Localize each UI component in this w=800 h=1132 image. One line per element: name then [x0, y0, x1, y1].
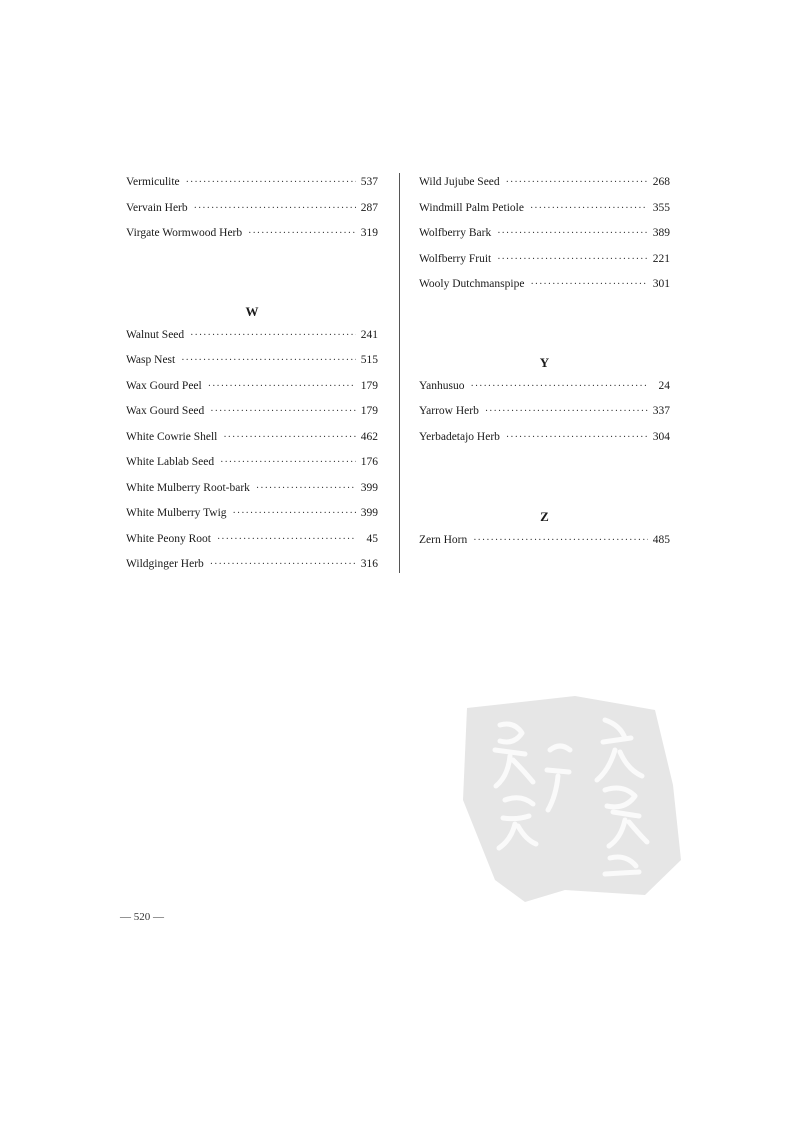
entry-name: White Peony Root — [126, 532, 211, 545]
index-column-right — [419, 173, 670, 557]
entry-page: 304 — [652, 430, 670, 443]
entry-name: Vervain Herb — [126, 201, 188, 214]
w-entries-continued — [419, 173, 670, 301]
index-entry — [419, 428, 670, 454]
entry-name: White Mulberry Twig — [126, 507, 227, 519]
entry-name: Yarrow Herb — [419, 405, 479, 417]
index-entry — [126, 402, 378, 428]
entry-page: 399 — [360, 481, 378, 494]
entry-page: 389 — [652, 227, 670, 239]
entry-page: 268 — [652, 176, 670, 188]
dot-leader — [506, 174, 648, 192]
entry-name: Yerbadetajo Herb — [419, 430, 500, 443]
index-entry — [126, 555, 378, 581]
dot-leader — [473, 532, 648, 550]
seal-watermark — [455, 690, 685, 905]
z-entries — [419, 531, 670, 557]
entry-name: Windmill Palm Petiole — [419, 201, 524, 214]
entry-page: 287 — [360, 201, 378, 214]
dot-leader — [497, 225, 648, 243]
entry-page: 316 — [360, 558, 378, 570]
entry-page: 319 — [360, 227, 378, 239]
index-entry — [126, 173, 378, 199]
entry-page: 537 — [360, 176, 378, 188]
dot-leader — [190, 327, 356, 345]
index-entry — [419, 224, 670, 250]
entry-name: White Lablab Seed — [126, 456, 215, 468]
entry-name: Walnut Seed — [126, 328, 185, 341]
dot-leader — [181, 352, 356, 370]
dot-leader — [210, 403, 356, 421]
dot-leader — [217, 531, 356, 549]
entry-name: Vermiculite — [126, 176, 180, 188]
index-entry — [126, 326, 378, 352]
entry-name: Virgate Wormwood Herb — [126, 227, 243, 239]
index-column-left — [126, 173, 378, 581]
column-divider — [399, 173, 400, 573]
dot-leader — [223, 429, 356, 447]
index-entry — [419, 531, 670, 557]
index-entry — [126, 199, 378, 225]
entry-page: 355 — [652, 201, 670, 214]
dot-leader — [210, 556, 356, 574]
entry-page: 337 — [652, 405, 670, 417]
index-entry — [126, 504, 378, 530]
index-entry — [419, 250, 670, 276]
dot-leader — [220, 454, 356, 472]
dot-leader — [470, 378, 648, 396]
section-heading-z: Z — [540, 509, 549, 524]
entry-name: White Mulberry Root-bark — [126, 481, 250, 494]
dot-leader — [233, 505, 356, 523]
dot-leader — [208, 378, 356, 396]
entry-page: 179 — [360, 379, 378, 392]
dot-leader — [530, 276, 648, 294]
entry-name: Wildginger Herb — [126, 558, 204, 570]
v-entries — [126, 173, 378, 250]
entry-page: 221 — [652, 252, 670, 265]
entry-page: 485 — [652, 534, 670, 546]
index-entry — [419, 402, 670, 428]
entry-page: 24 — [658, 379, 670, 392]
index-entry — [419, 275, 670, 301]
entry-name: Wolfberry Fruit — [419, 252, 492, 265]
index-entry — [126, 479, 378, 505]
entry-page: 179 — [360, 405, 378, 417]
index-entry — [126, 453, 378, 479]
entry-name: Wild Jujube Seed — [419, 176, 500, 188]
index-entry — [419, 199, 670, 225]
dot-leader — [485, 403, 648, 421]
section-heading-y: Y — [539, 354, 550, 370]
entry-name: Zern Horn — [419, 534, 468, 546]
index-entry — [126, 224, 378, 250]
dot-leader — [248, 225, 356, 243]
dot-leader — [194, 200, 356, 218]
entry-name: Wooly Dutchmanspipe — [419, 278, 525, 290]
entry-page: 241 — [360, 328, 378, 341]
entry-name: Wax Gourd Seed — [126, 405, 205, 417]
entry-name: White Cowrie Shell — [126, 430, 218, 443]
entry-name: Wasp Nest — [126, 354, 176, 366]
section-heading-w: W — [245, 303, 259, 319]
index-entry — [126, 377, 378, 403]
entry-name: Wolfberry Bark — [419, 227, 492, 239]
index-entry — [419, 377, 670, 403]
page-number: — 520 — — [120, 911, 164, 923]
dot-leader — [497, 251, 648, 269]
index-entry — [126, 428, 378, 454]
y-entries — [419, 377, 670, 454]
index-entry — [126, 530, 378, 556]
w-entries — [126, 326, 378, 581]
entry-page: 462 — [360, 430, 378, 443]
dot-leader — [186, 174, 356, 192]
entry-name: Wax Gourd Peel — [126, 379, 202, 392]
entry-page: 301 — [652, 278, 670, 290]
entry-page: 45 — [366, 532, 378, 545]
dot-leader — [256, 480, 356, 498]
dot-leader — [530, 200, 648, 218]
index-entry — [419, 173, 670, 199]
entry-page: 399 — [360, 507, 378, 519]
entry-page: 176 — [360, 456, 378, 468]
index-entry — [126, 351, 378, 377]
entry-page: 515 — [360, 354, 378, 366]
entry-name: Yanhusuo — [419, 379, 465, 392]
dot-leader — [506, 429, 648, 447]
